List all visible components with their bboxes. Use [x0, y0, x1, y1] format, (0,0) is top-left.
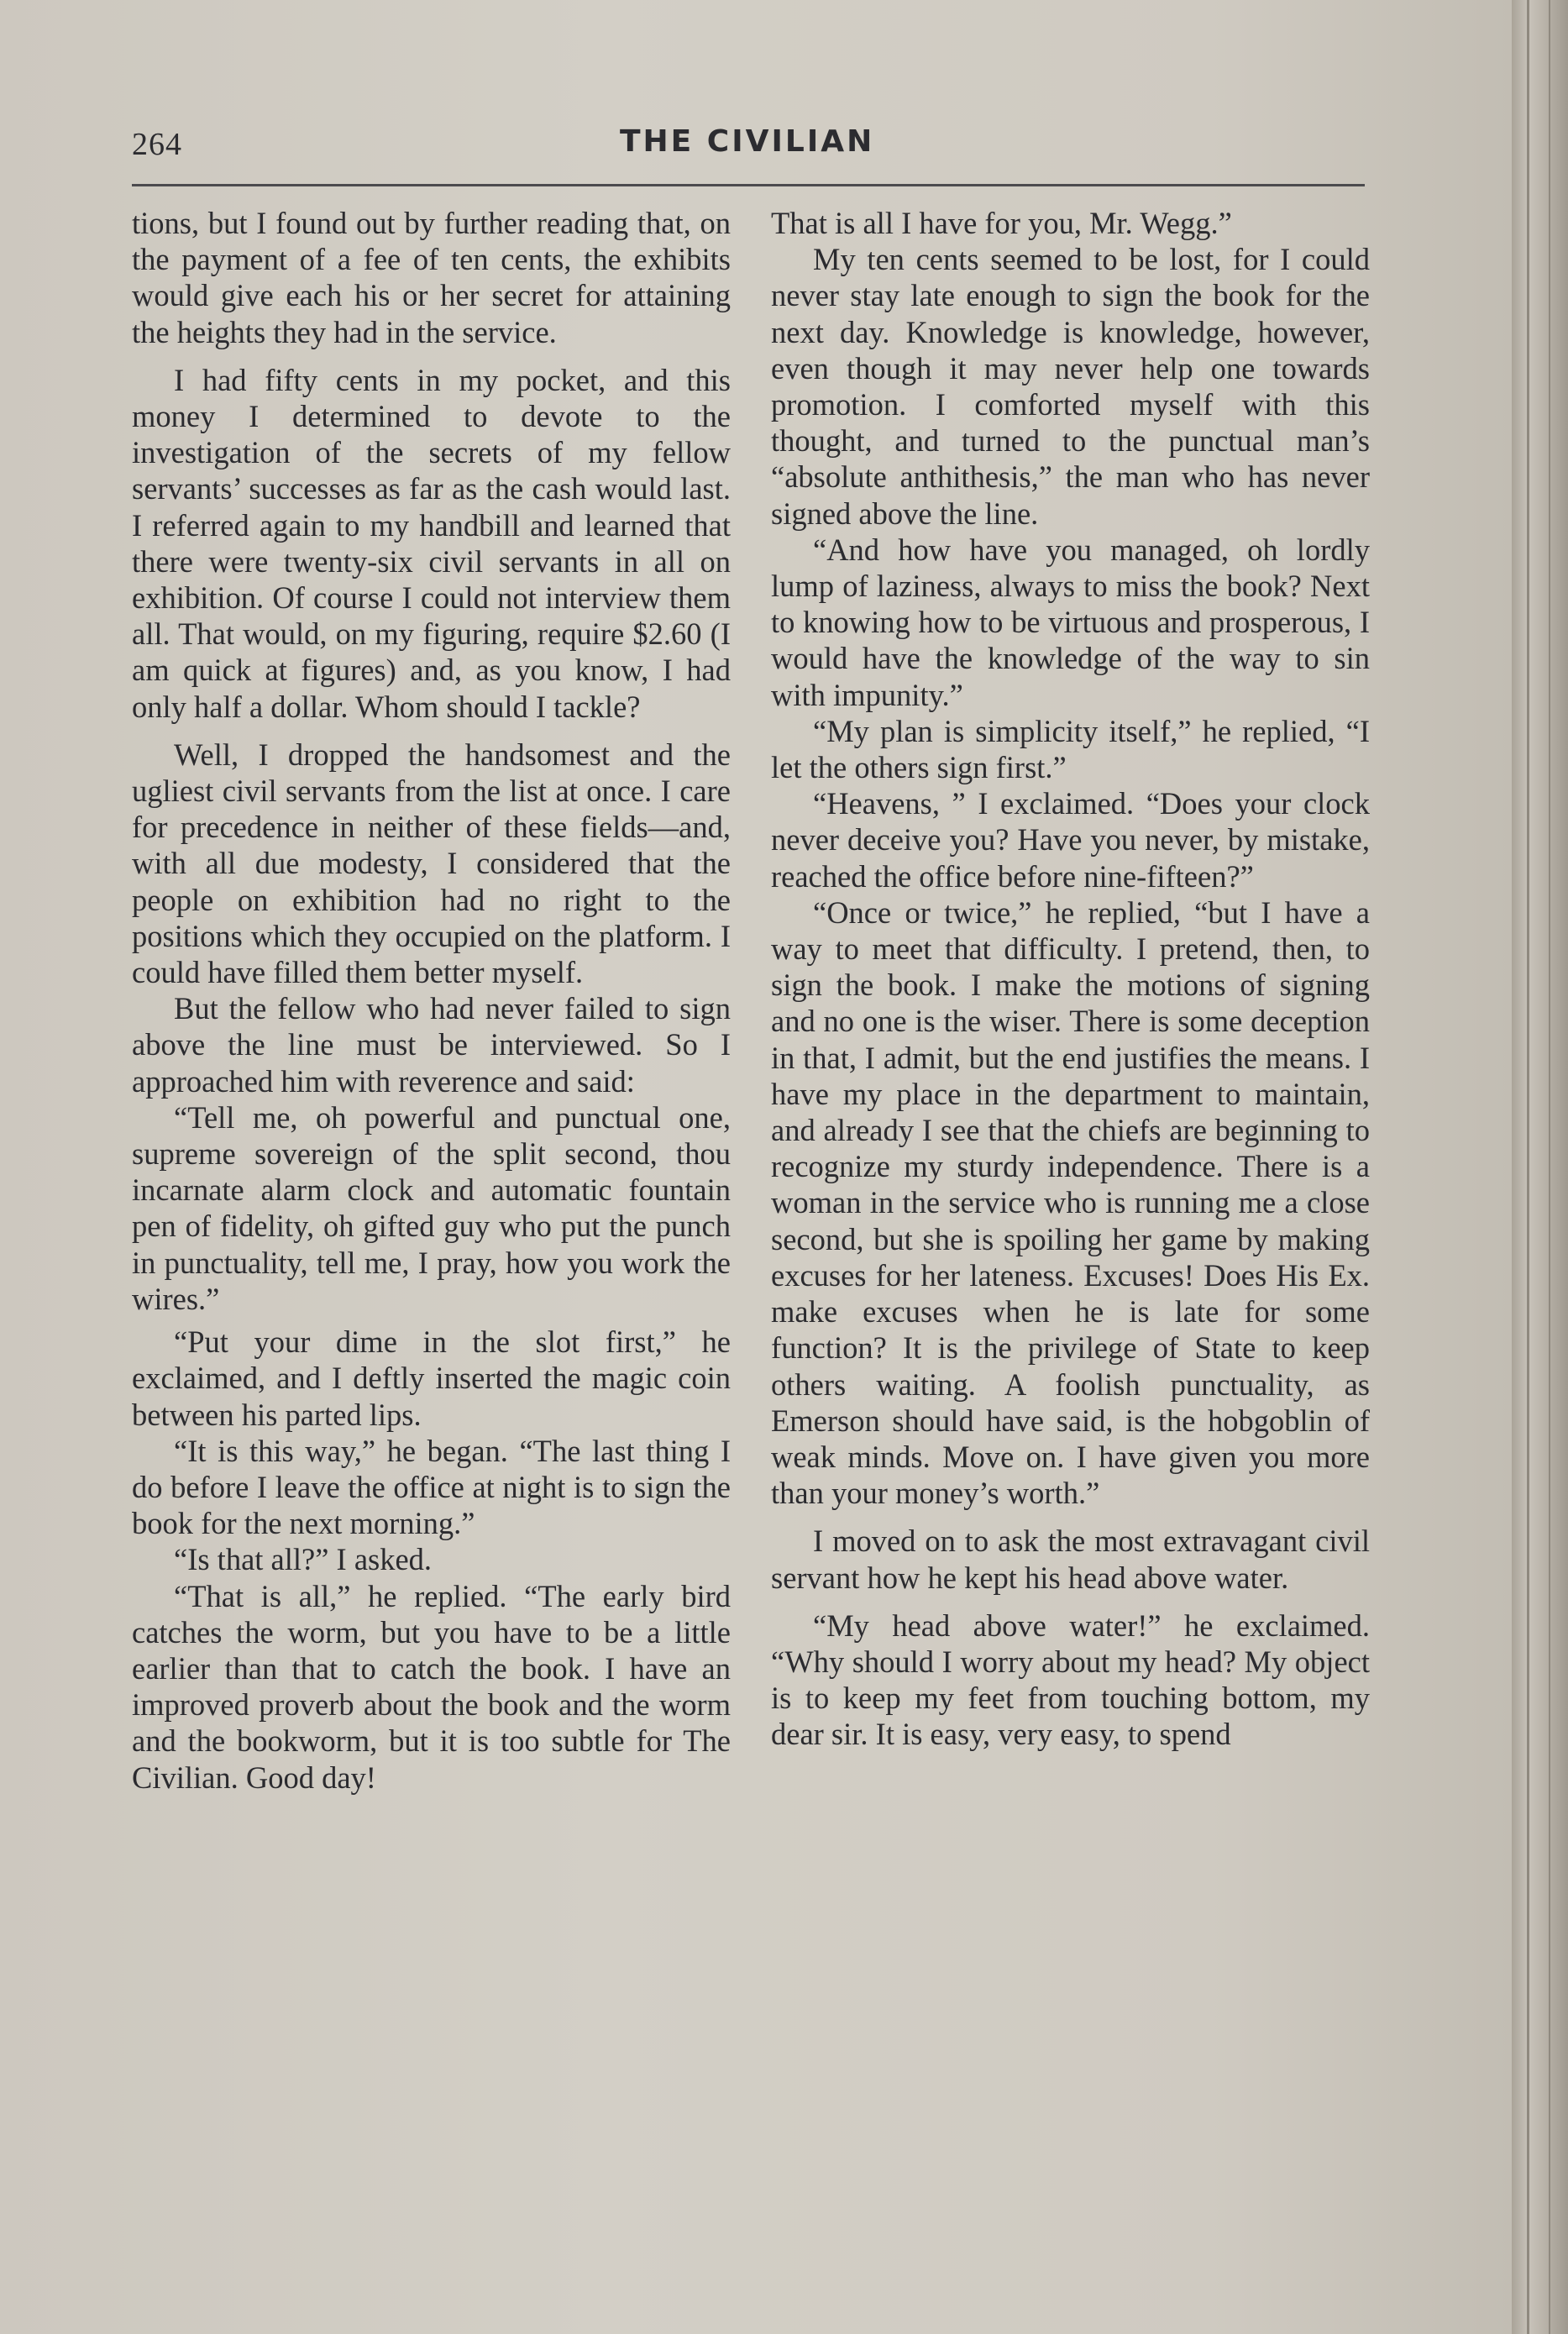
paragraph: My ten cents seemed to be lost, for I could never stay late enough to sign the book for the next day. Knowledge is knowledge, however, even though it may never help one towards promotion. I comforted myself with this thought, and turned to the punctual man’s “absolute anthithesis,” the man who has never signed above the line. [771, 242, 1370, 531]
page-edge-line [1549, 0, 1550, 2334]
page-edge-line [1527, 0, 1529, 2334]
paragraph: “Heavens, ” I exclaimed. “Does your clock never deceive you? Have you never, by mistake, reached the office before nine-fifteen?” [771, 786, 1370, 894]
paragraph: tions, but I found out by further reading that, on the payment of a fee of ten cents, the exhibits would give each his or her secret for attaining the heights they had in the service. [132, 206, 731, 349]
paragraph: “Once or twice,” he replied, “but I have a way to meet that difficulty. I pretend, then, to sign the book. I make the motions of signing and no one is the wiser. There is some deception in that, I admit, but the end justifies the means. I have my place in the department to maintain, and already I see that the chiefs are beginning to recognize my sturdy independence. There is a woman in the service who is running me a close second, but she is spoiling her game by making excuses for her lateness. Excuses! Does His Ex. make excuses when he is late for some function? It is the privilege of State to keep others waiting. A foolish punctuality, as Emerson should have said, is the hobgoblin of weak minds. Move on. I have given you more than your money’s worth.” [771, 894, 1370, 1511]
paragraph: I moved on to ask the most extravagant civil servant how he kept his head above water. [771, 1524, 1370, 1595]
paragraph: “My plan is simplicity itself,” he replied, “I let the others sign first.” [771, 713, 1370, 785]
paragraph: “That is all,” he replied. “The early bird catches the worm, but you have to be a little earlier than that to catch the book. I have an improved proverb about the book and the worm and the bookworm, but it is too subtle for The Civilian. Good day! [132, 1578, 731, 1795]
paragraph: “Tell me, oh powerful and punctual one, supreme sovereign of the split second, thou incarnate alarm clock and automatic fountain pen of fidelity, oh gifted guy who put the punch in punctuality, tell me, I pray, how you work the wires.” [132, 1099, 731, 1316]
paragraph: I had fifty cents in my pocket, and this money I determined to devote to the investigation of the secrets of my fellow servants’ successes as far as the cash would last. I referred again to my handbill and learned that there were twenty-six civil servants in all on exhibition. Of course I could not interview them all. That would, on my figuring, require $2.60 (I am quick at figures) and, as you know, I had only half a dollar. Whom should I tackle? [132, 362, 731, 724]
paragraph: “And how have you managed, oh lordly lump of laziness, always to miss the book? Next to knowing how to be virtuous and prosperous, I would have the knowledge of the way to sin with impunity.” [771, 532, 1370, 712]
paragraph: But the fellow who had never failed to sign above the line must be interviewed. So I approached him with reverence and said: [132, 991, 731, 1099]
paragraph: “It is this way,” he began. “The last thing I do before I leave the office at night is to sign the book for the next morning.” [132, 1433, 731, 1541]
paragraph: “Put your dime in the slot first,” he exclaimed, and I deftly inserted the magic coin between his parted lips. [132, 1324, 731, 1432]
left-column [132, 205, 731, 1796]
page-number: 264 [132, 127, 182, 162]
paragraph: “My head above water!” he exclaimed. “Why should I worry about my head? My object is to keep my feet from touching bottom, my dear sir. It is easy, very easy, to spend [771, 1608, 1370, 1752]
header-rule [132, 184, 1365, 186]
page-edge [1512, 0, 1568, 2334]
paragraph: “Is that all?” I asked. [174, 1542, 433, 1577]
paragraph: That is all I have for you, Mr. Wegg.” [771, 206, 1232, 240]
running-title: THE CIVILIAN [620, 124, 875, 159]
right-column [771, 205, 1370, 1753]
paragraph: Well, I dropped the handsomest and the ugliest civil servants from the list at once. I care for precedence in neither of these fields—and, with all due modesty, I considered that the people on exhibition had no right to the positions which they occupied on the platform. I could have filled them better myself. [132, 737, 731, 990]
